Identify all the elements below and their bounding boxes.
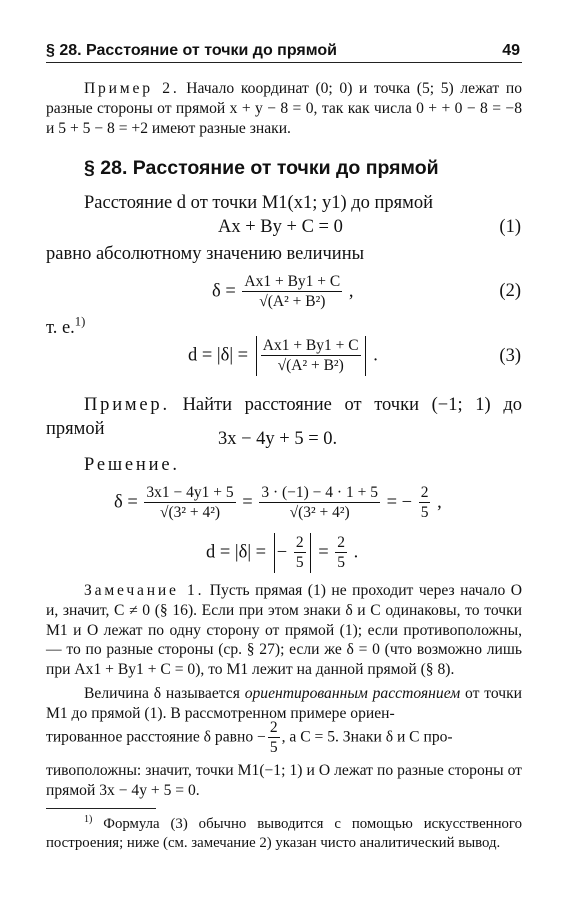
sol1-f2-denominator: √(3² + 4²): [289, 504, 350, 521]
sol2-numerator: 2: [295, 534, 304, 551]
equation-1-number: (1): [499, 217, 521, 237]
example-label: Пример.: [84, 395, 170, 415]
equation-1: Ax + By + C = 0: [218, 217, 343, 237]
section-title: § 28. Расстояние от точки до прямой: [84, 157, 439, 179]
oriented-fraction: [268, 718, 280, 758]
page-number: 49: [502, 42, 520, 59]
equation-2: [212, 272, 354, 312]
sol1-tail: ,: [437, 492, 442, 513]
sol2-abs: [274, 533, 311, 573]
eq2-lhs: δ =: [212, 281, 236, 302]
example-2-paragraph: [46, 79, 522, 138]
eq3-lhs: d = |δ| =: [188, 345, 249, 366]
sol2-tail: .: [353, 542, 359, 563]
eq2-denominator: √(A² + B²): [259, 293, 326, 310]
sol2-sign: −: [276, 542, 288, 563]
eq2-fraction: [242, 272, 342, 312]
remark-1-label: Замечание 1.: [84, 582, 205, 599]
footnote: [46, 815, 522, 853]
intro2-paragraph: [46, 242, 522, 266]
oriented-text-1: Величина δ называется: [84, 685, 240, 702]
footnote-marker: 1): [84, 813, 93, 825]
footnote-text: Формула (3) обычно выводится с помощью искусственного построения; ниже (см. замечание 2) указан чисто аналитический вывод.: [46, 816, 522, 851]
ie-text: [46, 314, 86, 339]
sol1-result-numerator: 2: [420, 484, 429, 501]
eq3-tail: .: [373, 345, 378, 366]
eq2-numerator: Ax1 + By1 + C: [244, 273, 341, 290]
sol1-result-fraction: [419, 483, 431, 523]
remark-1-paragraph: [46, 581, 522, 680]
sol1-lhs: δ =: [114, 492, 138, 513]
oriented-term: ориентированным расстоянием: [244, 685, 461, 702]
equation-3: [188, 336, 378, 376]
eq3-fraction: [261, 336, 361, 376]
eq3-abs: [256, 336, 366, 376]
sol1-fraction-1: [144, 483, 235, 523]
example-equation: 3x − 4y + 5 = 0.: [218, 429, 338, 449]
oriented-frac-denominator: 5: [269, 739, 278, 756]
sol2-result-denominator: 5: [337, 554, 345, 571]
footnote-rule: [46, 808, 156, 809]
solution-equation-1: [114, 483, 442, 523]
solution-equation-2: [206, 533, 358, 573]
intro-paragraph: [46, 191, 522, 215]
oriented-paragraph-2: [46, 761, 522, 801]
sol2-result-numerator: 2: [337, 534, 345, 551]
example-2-label: Пример 2.: [84, 80, 180, 97]
footnote-mark: 1): [74, 314, 86, 329]
running-header: [46, 40, 522, 63]
oriented-text-2: от точки M1 до прямой (1). В рассмотренном примере ориен-: [46, 685, 522, 722]
eq2-tail: ,: [348, 281, 354, 302]
sol1-f1-numerator: 3x1 − 4y1 + 5: [146, 484, 234, 501]
oriented-line-3: [46, 718, 522, 758]
sol2-lhs: d = |δ| =: [206, 542, 267, 563]
sol2-fraction: [294, 533, 306, 573]
example-text: Найти расстояние от точки (−1; 1) до прямой: [46, 395, 522, 439]
sol1-result-sign: = −: [386, 492, 413, 513]
sol1-f2-numerator: 3 · (−1) − 4 · 1 + 5: [261, 484, 378, 501]
eq3-numerator: Ax1 + By1 + C: [262, 337, 359, 354]
remark-1-text: Пусть прямая (1) не проходит через начало O и, значит, C ≠ 0 (§ 16). Если при этом знаки δ и C одинаковы, то точки M1 и O лежат по одну сторону от прямой (1); если противоположны, — то по разные стороны (ср. § 27); если же δ = 0 (что возможно лишь при Ax1 + By1 + C = 0), то M1 лежит на данной прямой (§ 8).: [46, 582, 522, 679]
oriented-text-3: тированное расстояние δ равно −: [46, 728, 266, 746]
oriented-text-4: , а C = 5. Знаки δ и C про-: [281, 728, 453, 746]
equation-2-number: (2): [499, 281, 521, 301]
sol2-denominator: 5: [295, 554, 304, 571]
oriented-frac-numerator: 2: [269, 719, 278, 736]
intro-text: Расстояние d от точки M1(x1; y1) до прямой: [84, 193, 434, 213]
intro2-text: равно абсолютному значению величины: [46, 244, 365, 264]
sol1-fraction-2: [259, 483, 380, 523]
sol1-result-denominator: 5: [420, 504, 429, 521]
example-2-text: Начало координат (0; 0) и точка (5; 5) лежат по разные стороны от прямой x + y − 8 = 0, так как числа 0 + + 0 − 8 = −8 и 5 + 5 − 8 = +2 имеют разные знаки.: [46, 80, 522, 137]
oriented-text-5: тивоположны: значит, точки M1(−1; 1) и O лежат по разные стороны от прямой 3x − 4y + 5 = 0.: [46, 762, 522, 799]
sol2-result-fraction: [335, 533, 347, 573]
ie-label: т. е.: [46, 318, 75, 338]
solution-label: Решение.: [84, 455, 180, 475]
eq3-denominator: √(A² + B²): [277, 357, 344, 374]
equation-3-number: (3): [499, 346, 521, 366]
header-title: § 28. Расстояние от точки до прямой: [46, 42, 337, 59]
sol1-f1-denominator: √(3² + 4²): [159, 504, 221, 521]
sol2-equals: =: [318, 542, 329, 563]
sol1-equals: =: [242, 492, 253, 513]
